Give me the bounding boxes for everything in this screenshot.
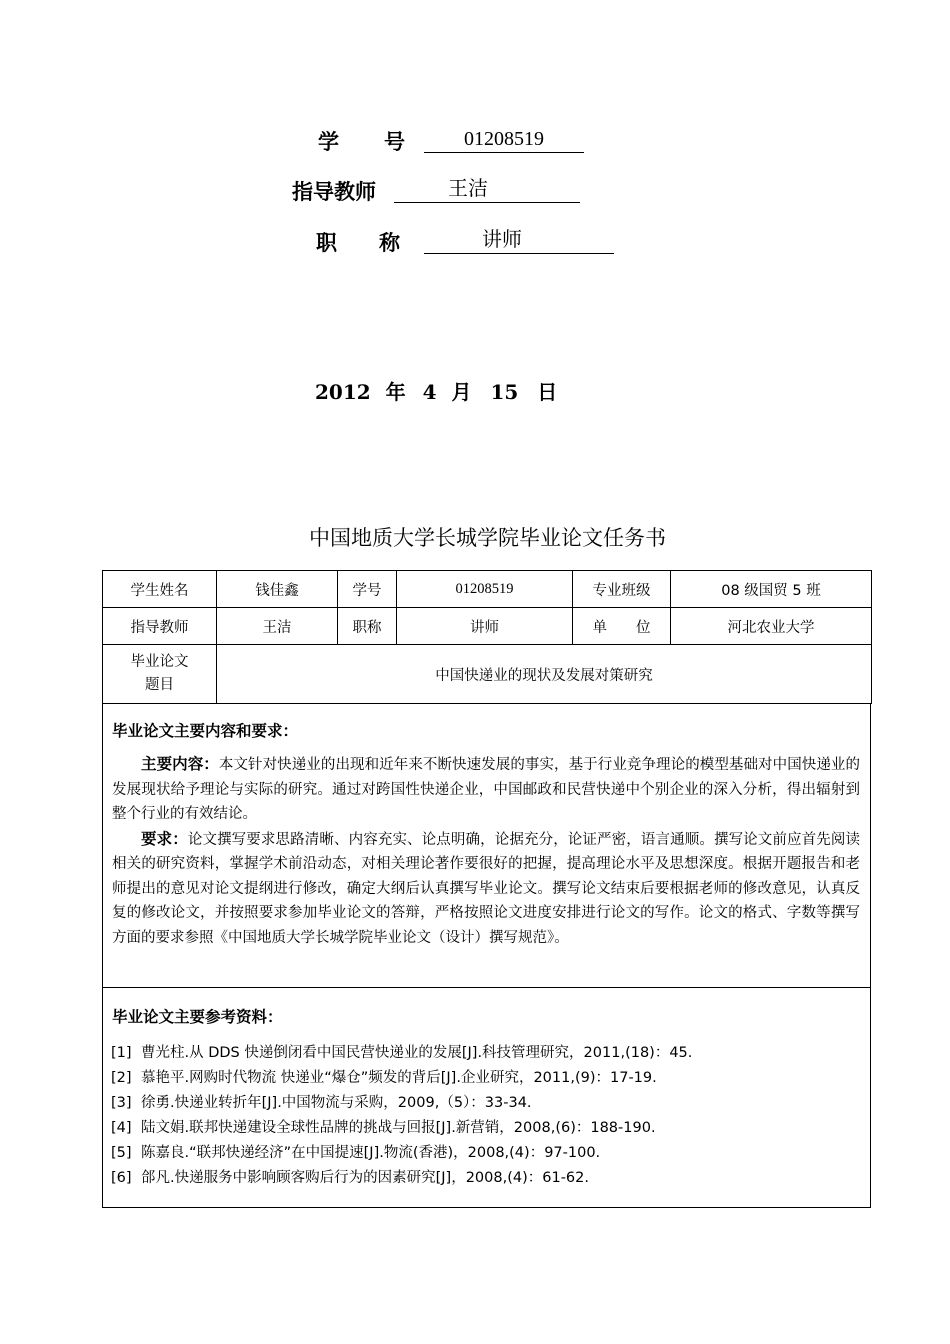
- table-row: [103, 645, 872, 704]
- requirements-label: 要求：: [141, 829, 188, 848]
- list-item: [111, 1041, 870, 1066]
- student-id-value: 01208519: [424, 126, 584, 153]
- main-content-label: 主要内容：: [141, 755, 219, 773]
- reference-number: [6]: [111, 1170, 132, 1186]
- advisor-label: 指导教师: [292, 179, 376, 204]
- advisor-row: [292, 176, 376, 206]
- date-month-unit: 月: [451, 380, 472, 404]
- references-box: [102, 988, 871, 1208]
- table-row: [103, 608, 872, 645]
- reference-text: 徐勇.快递业转折年[J].中国物流与采购，2009,（5）：33-34.: [141, 1095, 532, 1111]
- major-class-value: 08 级国贸 5 班: [671, 571, 872, 608]
- date-day-unit: 日: [537, 380, 558, 404]
- student-name-value: 钱佳鑫: [217, 571, 338, 608]
- advisor-value-cell: 王洁: [217, 608, 338, 645]
- main-content-text: 本文针对快递业的出现和近年来不断快速发展的事实，基于行业竞争理论的模型基础对中国快递业的发展现状给予理论与实际的研究。通过对跨国性快递企业，中国邮政和民营快递中个别企业的深入分析，得出辐射到整个行业的有效结论。: [112, 757, 860, 822]
- title-label: 职 称: [316, 230, 400, 255]
- reference-text: 慕艳平.网购时代物流 快递业“爆仓”频发的背后[J].企业研究，2011,(9)：17-19.: [141, 1070, 657, 1086]
- document-title: 中国地质大学长城学院毕业论文任务书: [309, 526, 666, 550]
- info-table: [102, 570, 872, 704]
- date-line: [315, 376, 557, 405]
- main-content-paragraph: [112, 752, 860, 827]
- student-number-label: 学号: [338, 571, 397, 608]
- reference-number: [4]: [111, 1120, 132, 1136]
- requirements-text: 论文撰写要求思路清晰、内容充实、论点明确，论据充分，论证严密，语言通顺。撰写论文前应首先阅读相关的研究资料，掌握学术前沿动态，对相关理论著作要很好的把握，提高理论水平及思想深度。根据开题报告和老师提出的意见对论文提纲进行修改，确定大纲后认真撰写毕业论文。撰写论文结束后要根据老师的修改意见，认真反复的修改论文，并按照要求参加毕业论文的答辩，严格按照论文进度安排进行论文的写作。论文的格式、字数等撰写方面的要求参照《中国地质大学长城学院毕业论文（设计）撰写规范》。: [112, 831, 860, 946]
- reference-text: 郃凡.快递服务中影响顾客购后行为的因素研究[J]，2008,(4)：61-62.: [141, 1170, 589, 1186]
- student-name-label: 学生姓名: [103, 571, 217, 608]
- advisor-label-cell: 指导教师: [103, 608, 217, 645]
- list-item: [111, 1141, 870, 1166]
- rank-label-cell: 职称: [338, 608, 397, 645]
- title-value: 讲师: [424, 227, 614, 254]
- table-row: [103, 571, 872, 608]
- student-id-row: [318, 126, 406, 156]
- reference-text: 陆文娟.联邦快递建设全球性品牌的挑战与回报[J].新营销，2008,(6)：188-190.: [141, 1120, 656, 1136]
- student-id-label: 学 号: [318, 129, 406, 154]
- advisor-value: 王洁: [394, 176, 580, 203]
- unit-label-cell: 单 位: [573, 608, 671, 645]
- date-year-unit: 年: [385, 380, 406, 404]
- reference-number: [3]: [111, 1095, 132, 1111]
- date-year: 2012: [315, 380, 371, 404]
- references-heading: 毕业论文主要参考资料：: [112, 1008, 283, 1026]
- date-month: 4: [422, 380, 437, 404]
- list-item: [111, 1091, 870, 1116]
- reference-number: [1]: [111, 1045, 132, 1061]
- list-item: [111, 1066, 870, 1091]
- reference-number: [2]: [111, 1070, 132, 1086]
- list-item: [111, 1166, 870, 1191]
- references-list: [111, 1041, 870, 1191]
- title-row: [316, 227, 400, 257]
- unit-value-cell: 河北农业大学: [671, 608, 872, 645]
- rank-value-cell: 讲师: [397, 608, 573, 645]
- date-day: 15: [490, 380, 519, 404]
- list-item: [111, 1116, 870, 1141]
- requirements-paragraph: [112, 827, 860, 951]
- reference-text: 曹光柱.从 DDS 快递倒闭看中国民营快递业的发展[J].科技管理研究，2011,(18)：45.: [141, 1045, 693, 1061]
- reference-number: [5]: [111, 1145, 132, 1161]
- content-requirements-box: [102, 703, 871, 988]
- content-requirements-heading: 毕业论文主要内容和要求：: [112, 722, 299, 740]
- major-class-label: 专业班级: [573, 571, 671, 608]
- reference-text: 陈嘉良.“联邦快递经济”在中国提速[J].物流(香港)，2008,(4)：97-100.: [141, 1145, 601, 1161]
- topic-label-cell: 毕业论文 题目: [103, 645, 217, 704]
- student-number-value: 01208519: [397, 571, 573, 608]
- topic-value-cell: 中国快递业的现状及发展对策研究: [217, 645, 872, 704]
